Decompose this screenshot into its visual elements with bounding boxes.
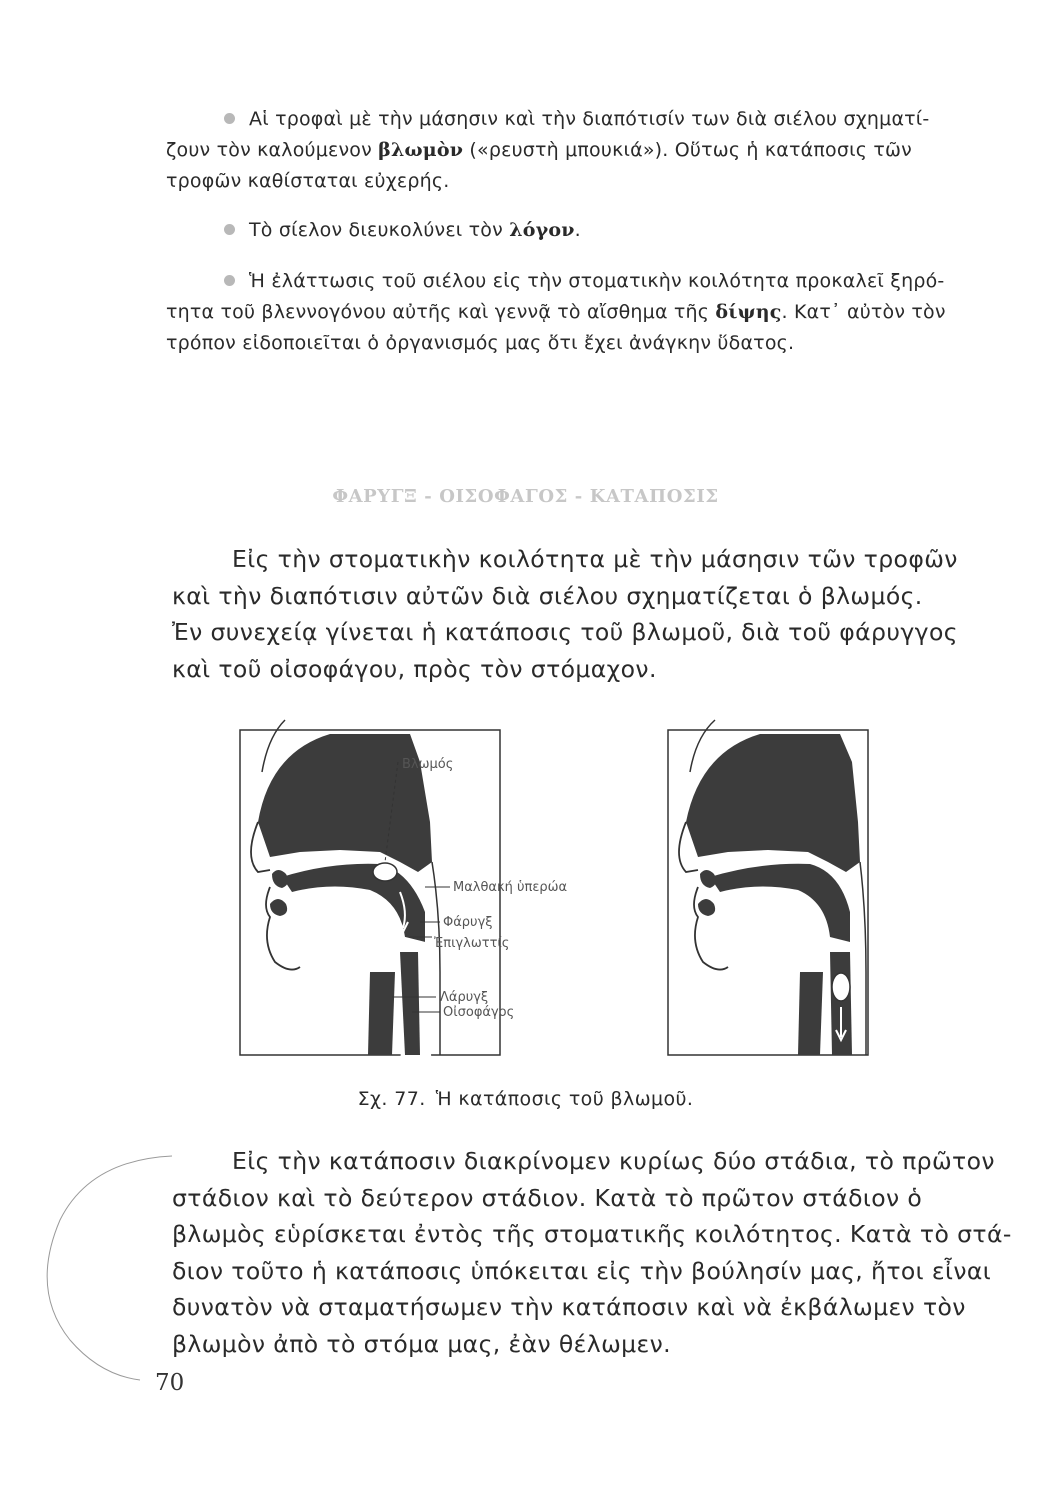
larynx-shape <box>368 972 395 1055</box>
bullet-line: Αἱ τροφαὶ μὲ τὴν μάσησιν καὶ τὴν διαπότισίν των διὰ σιέλου σχηματί- <box>166 104 1011 135</box>
paragraph-line: βλωμὸς εὑρίσκεται ἐντὸς τῆς στοματικῆς κοιλότητος. Κατὰ τὸ στά- <box>172 1220 1012 1248</box>
label-pharynx: Φάρυγξ <box>443 915 493 930</box>
margin-pencil-mark <box>0 1150 200 1400</box>
bullet-paragraph-bolus <box>166 104 1011 197</box>
paragraph-intro <box>172 541 1017 687</box>
figure-caption <box>0 1088 1051 1110</box>
paragraph-line: καὶ τοῦ οἰσοφάγου, πρὸς τὸν στόμαχον. <box>172 654 657 683</box>
label-larynx: Λάρυγξ <box>440 990 489 1005</box>
paragraph-line: Εἰς τὴν κατάποσιν διακρίνομεν κυρίως δύο στάδια, τὸ πρῶτον <box>232 1147 995 1175</box>
bullet-line: ζουν τὸν καλούμενον βλωμὸν («ρευστὴ μπουκιά»). Οὕτως ἡ κατάποσις τῶν <box>166 139 912 161</box>
caption-text: Ἡ κατάποσις τοῦ βλωμοῦ. <box>435 1088 694 1110</box>
caption-number: Σχ. 77. <box>357 1088 426 1110</box>
paragraph-line: δυνατὸν νὰ σταματήσωμεν τὴν κατάποσιν καὶ νὰ ἐκβάλωμεν τὸν <box>172 1293 966 1321</box>
bullet-paragraph-speech <box>166 215 1011 246</box>
term-thirst: δίψης <box>715 301 782 323</box>
paragraph-line: διον τοῦτο ἡ κατάποσις ὑπόκειται εἰς τὴν βούλησίν μας, ἤτοι εἶναι <box>172 1256 992 1285</box>
term-bolus: βλωμὸν <box>378 139 464 161</box>
label-soft-palate: Μαλθακή ὑπερώα <box>453 880 568 895</box>
section-heading: ΦΑΡΥΓΞ - ΟΙΣΟΦΑΓΟΣ - ΚΑΤΑΠΟΣΙΣ <box>332 486 719 507</box>
bullet-line: τητα τοῦ βλεννογόνου αὐτῆς καὶ γεννᾷ τὸ αἴσθημα τῆς δίψης. Κατ᾽ αὐτὸν τὸν <box>166 301 946 323</box>
bullet-icon <box>224 275 235 286</box>
paragraph-line: στάδιον καὶ τὸ δεύτερον στάδιον. Κατὰ τὸ πρῶτον στάδιον ὁ <box>172 1183 923 1212</box>
larynx-shape <box>798 972 823 1055</box>
page-number: 70 <box>155 1370 185 1396</box>
label-bolus: Βλωμός <box>402 757 454 772</box>
bullet-line: Τὸ σίελον διευκολύνει τὸν λόγον. <box>166 215 1011 246</box>
bolus-right <box>832 973 850 1001</box>
paragraph-line: Ἐν συνεχείᾳ γίνεται ἡ κατάποσις τοῦ βλωμοῦ, διὰ τοῦ φάρυγγος <box>172 618 958 646</box>
paragraph-line: βλωμὸν ἀπὸ τὸ στόμα μας, ἐὰν θέλωμεν. <box>172 1329 672 1358</box>
bullet-icon <box>224 224 235 235</box>
label-esophagus: Οἰσοφάγος <box>443 1005 515 1020</box>
bullet-line: Ἡ ἐλάττωσις τοῦ σιέλου εἰς τὴν στοματικὴν κοιλότητα προκαλεῖ ξηρό- <box>166 266 1011 297</box>
bolus-left <box>373 863 397 881</box>
paragraph-line: καὶ τὴν διαπότισιν αὐτῶν διὰ σιέλου σχηματίζεται ὁ βλωμός. <box>172 581 923 610</box>
swallowing-diagram <box>0 712 1051 1072</box>
head-diagram-left <box>240 720 567 1072</box>
bullet-line: τρόπον εἰδοποιεῖται ὁ ὀργανισμός μας ὅτι ἔχει ἀνάγκην ὕδατος. <box>166 332 795 354</box>
paragraph-line: Εἰς τὴν στοματικὴν κοιλότητα μὲ τὴν μάσησιν τῶν τροφῶν <box>232 545 958 573</box>
paragraph-stages <box>172 1143 1017 1362</box>
bullet-line: τροφῶν καθίσταται εὐχερής. <box>166 170 450 192</box>
bullet-icon <box>224 113 235 124</box>
bullet-paragraph-thirst <box>166 266 1011 359</box>
term-speech: λόγον <box>509 219 575 241</box>
label-epiglottis: Ἐπιγλωττίς <box>434 936 510 951</box>
head-diagram-right <box>668 720 868 1055</box>
